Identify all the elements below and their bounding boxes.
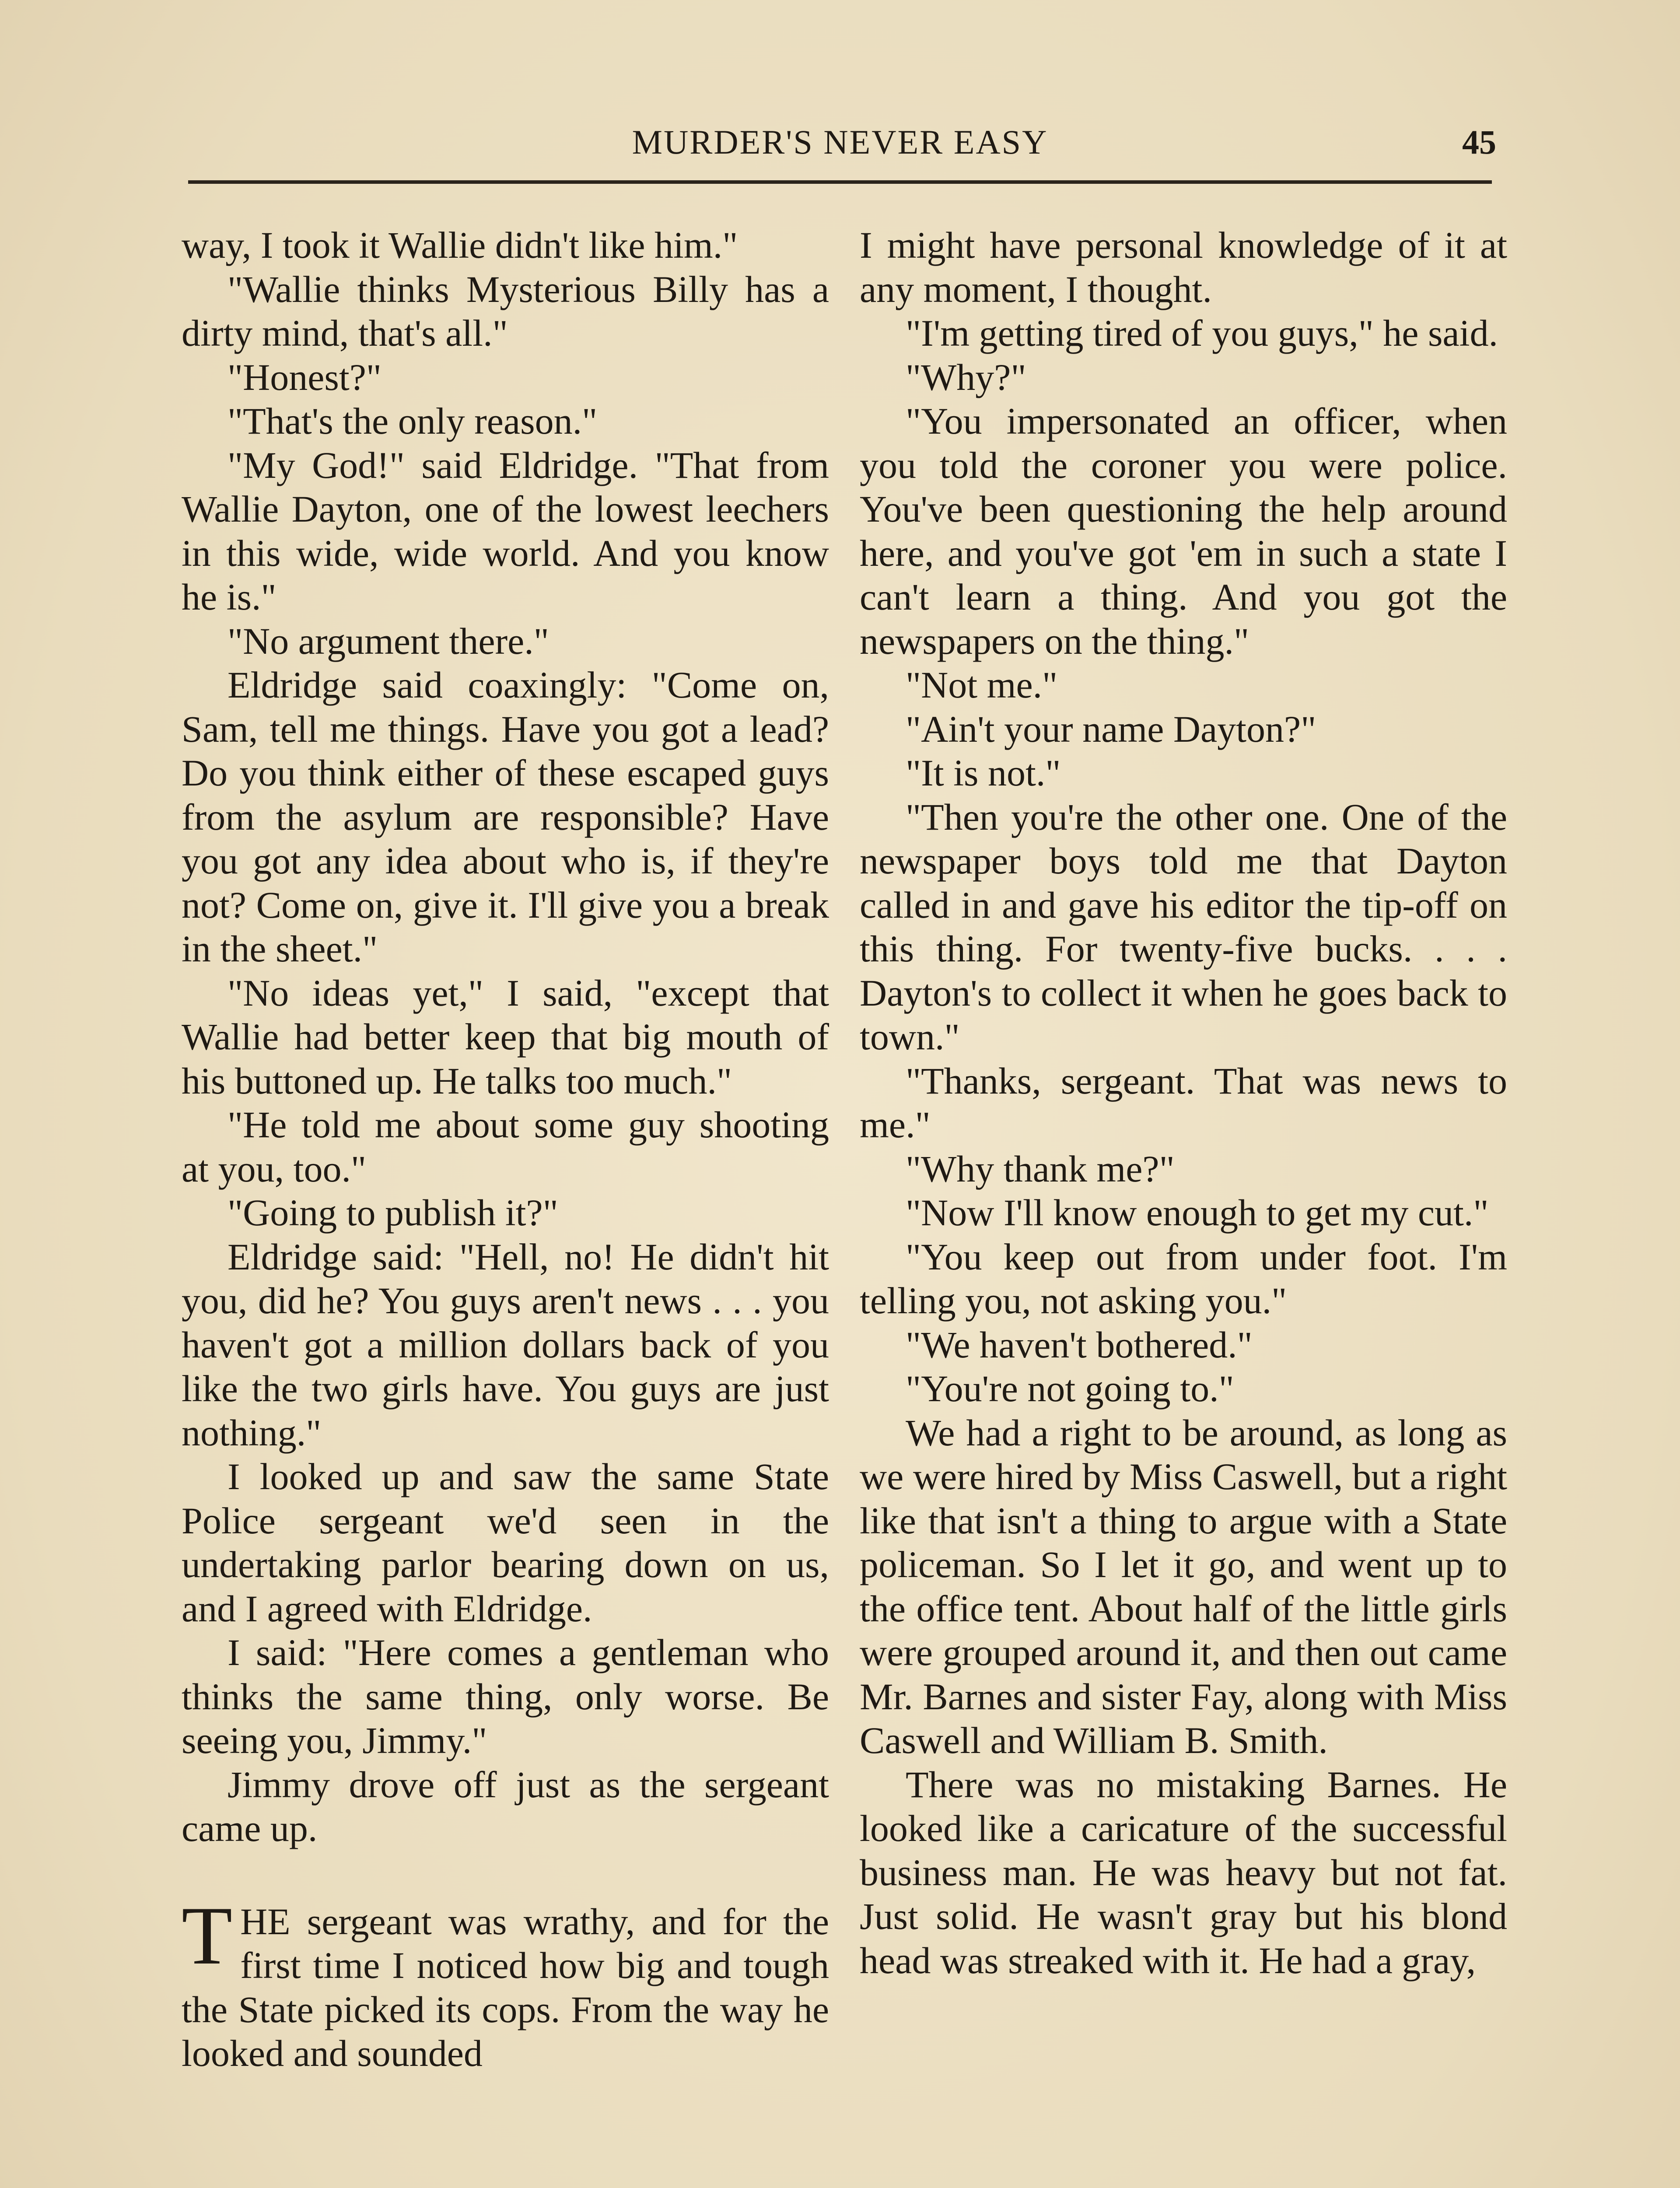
dropcap-paragraph-text: HE sergeant was wrathy, and for the first time I noticed how big and tough the State picked its cops. From the way he looked and sounded [182, 1900, 829, 2074]
paragraph: "No ideas yet," I said, "except that Wallie had better keep that big mouth of his buttoned up. He talks too much." [182, 971, 829, 1102]
paragraph: Eldridge said: "Hell, no! He didn't hit you, did he? You guys aren't news . . . you haven't got a million dollars back of you like the two girls have. You guys are just nothing." [182, 1235, 829, 1454]
paragraph: "Thanks, sergeant. That was news to me." [860, 1059, 1507, 1146]
paragraph: Jimmy drove off just as the sergeant came up. [182, 1763, 829, 1849]
header-rule [188, 180, 1492, 184]
paragraph: "Now I'll know enough to get my cut." [906, 1192, 1489, 1234]
paragraph: "We haven't bothered." [906, 1323, 1253, 1366]
running-title: MURDER'S NEVER EASY [632, 123, 1048, 161]
paragraph: I looked up and saw the same State Police sergeant we'd seen in the undertaking parlor bearing down on us, and I agreed with Eldridge. [182, 1455, 829, 1630]
drop-cap: T [182, 1890, 233, 1982]
paragraph: "Why?" [906, 356, 1026, 398]
paragraph: "Why thank me?" [906, 1147, 1175, 1190]
dropcap-paragraph [182, 1890, 829, 2076]
section-break [182, 1851, 829, 1900]
paragraph: "No argument there." [228, 620, 549, 662]
paragraph: way, I took it Wallie didn't like him." [182, 224, 738, 266]
paragraph: "Not me." [906, 664, 1058, 706]
left-column [182, 223, 829, 2076]
paragraph: "My God!" said Eldridge. "That from Wallie Dayton, one of the lowest leechers in this wide, wide world. And you know he is." [182, 444, 829, 618]
running-head [184, 123, 1496, 171]
paragraph: "You're not going to." [906, 1368, 1234, 1410]
paragraph: "It is not." [906, 752, 1061, 794]
paragraph: "You keep out from under foot. I'm telling you, not asking you." [860, 1235, 1507, 1322]
paragraph: I might have personal knowledge of it at any moment, I thought. [860, 224, 1507, 310]
right-column [860, 223, 1507, 1982]
paragraph: "You impersonated an officer, when you told the coroner you were police. You've been questioning the help around here, and you've got 'em in such a state I can't learn a thing. And you got the newspapers on the thing." [860, 400, 1507, 662]
paragraph: I said: "Here comes a gentleman who thinks the same thing, only worse. Be seeing you, Jimmy." [182, 1631, 829, 1761]
paragraph: Eldridge said coaxingly: "Come on, Sam, tell me things. Have you got a lead? Do you think either of these escaped guys from the asylum are responsible? Have you got any idea about who is, if they're not? Come on, give it. I'll give you a break in the sheet." [182, 664, 829, 970]
paragraph: "That's the only reason." [228, 400, 598, 442]
paragraph: "He told me about some guy shooting at you, too." [182, 1104, 829, 1190]
paragraph: "I'm getting tired of you guys," he said. [906, 312, 1498, 354]
paragraph: We had a right to be around, as long as we were hired by Miss Caswell, but a right like that isn't a thing to argue with a State policeman. So I let it go, and went up to the office tent. About half of the little girls were grouped around it, and then out came Mr. Barnes and sister Fay, along with Miss Caswell and William B. Smith. [860, 1411, 1507, 1761]
paragraph: "Then you're the other one. One of the newspaper boys told me that Dayton called in and gave his editor the tip-off on this thing. For twenty-five bucks. . . . Dayton's to collect it when he goes back to town." [860, 796, 1507, 1058]
paragraph: "Ain't your name Dayton?" [906, 708, 1316, 750]
paragraph: "Honest?" [228, 356, 382, 398]
paragraph: There was no mistaking Barnes. He looked like a caricature of the successful business man. He was heavy but not fat. Just solid. He wasn't gray but his blond head was streaked with it. He had a gray, [860, 1763, 1507, 1981]
page-number: 45 [1462, 123, 1496, 161]
paragraph: "Going to publish it?" [228, 1192, 558, 1234]
paragraph: "Wallie thinks Mysterious Billy has a dirty mind, that's all." [182, 268, 829, 354]
